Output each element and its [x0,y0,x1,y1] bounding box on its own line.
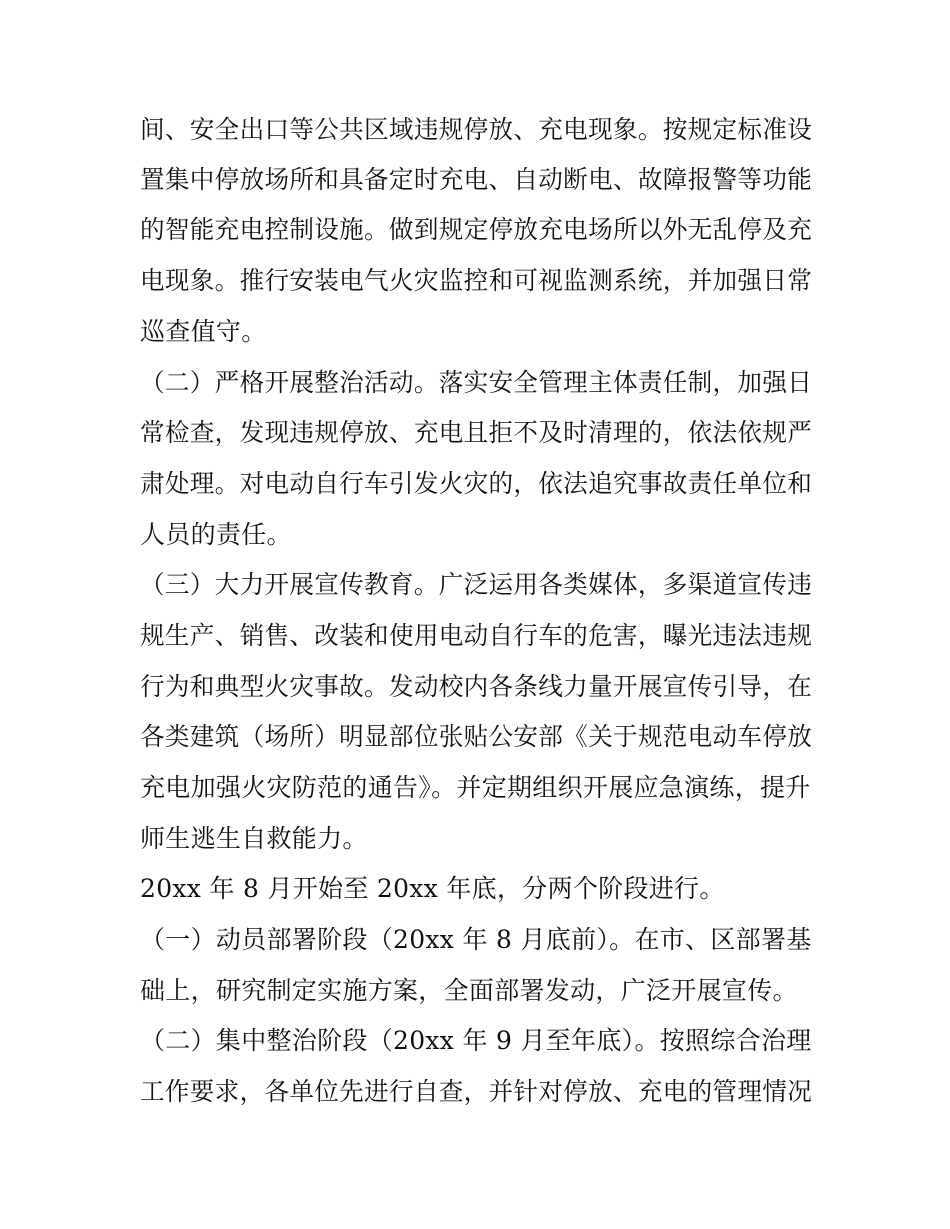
text-line: 电现象。推行安装电气火灾监控和可视监测系统，并加强日常 [140,266,813,295]
text-line: 间、安全出口等公共区域违规停放、充电现象。按规定标准设 [140,115,813,144]
text-line: 规生产、销售、改装和使用电动自行车的危害，曝光违法违规 [140,621,813,650]
text-line: （二）严格开展整治活动。落实安全管理主体责任制，加强日 [140,368,813,397]
text-line: 常检查，发现违规停放、充电且拒不及时清理的，依法依规严 [140,418,813,447]
text-line: （三）大力开展宣传教育。广泛运用各类媒体，多渠道宣传违 [140,570,813,599]
text-line: 行为和典型火灾事故。发动校内各条线力量开展宣传引导，在 [140,672,813,701]
text-line: 20xx 年 8 月开始至 20xx 年底，分两个阶段进行。 [140,874,725,903]
text-line: 师生逃生自救能力。 [140,824,368,853]
text-line: （一）动员部署阶段（20xx 年 8 月底前）。在市、区部署基 [140,925,812,954]
text-line: 巡查值守。 [140,317,267,346]
text-line: 肃处理。对电动自行车引发火灾的，依法追究事故责任单位和 [140,469,813,498]
text-line: 充电加强火灾防范的通告》。并定期组织开展应急演练，提升 [140,773,811,802]
text-line: 的智能充电控制设施。做到规定停放充电场所以外无乱停及充 [140,215,813,244]
text-line: 础上，研究制定实施方案，全面部署发动，广泛开展宣传。 [140,976,798,1005]
text-line: 人员的责任。 [140,520,292,549]
text-line: 工作要求，各单位先进行自查，并针对停放、充电的管理情况 [140,1077,813,1106]
text-line: 各类建筑（场所）明显部位张贴公安部《关于规范电动车停放 [140,722,813,751]
text-line: 置集中停放场所和具备定时充电、自动断电、故障报警等功能 [140,165,813,194]
text-line: （二）集中整治阶段（20xx 年 9 月至年底）。按照综合治理 [140,1026,812,1055]
